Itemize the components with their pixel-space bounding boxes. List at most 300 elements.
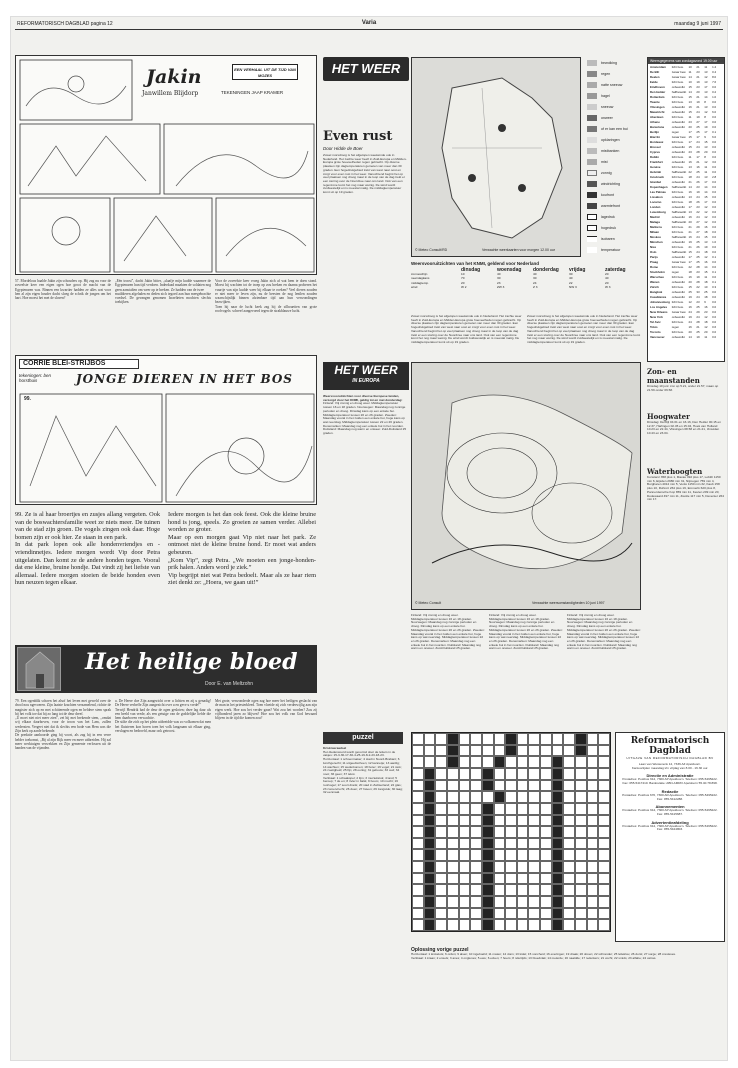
grid-cell[interactable] [435,826,447,838]
grid-cell[interactable] [505,919,517,931]
grid-cell[interactable] [459,884,471,896]
grid-cell[interactable] [494,803,506,815]
weer-headline: Even rust [323,129,393,144]
grid-cell[interactable] [470,896,482,908]
grid-cell[interactable] [540,861,552,873]
grid-cell[interactable] [494,768,506,780]
grid-cell[interactable] [563,803,575,815]
grid-cell[interactable] [552,861,564,873]
grid-cell[interactable] [552,849,564,861]
grid-cell[interactable] [563,861,575,873]
weather-table-row: Toronto licht bew. 20 25 20 0.0 [650,330,717,334]
grid-cell[interactable] [598,896,610,908]
grid-cell[interactable] [528,896,540,908]
grid-cell[interactable] [540,908,552,920]
grid-cell[interactable] [598,780,610,792]
grid-cell[interactable] [412,908,424,920]
grid-cell[interactable] [528,768,540,780]
grid-cell[interactable] [494,861,506,873]
grid-cell[interactable] [575,884,587,896]
grid-cell[interactable] [447,919,459,931]
grid-cell[interactable] [435,768,447,780]
grid-cell[interactable] [435,919,447,931]
grid-cell[interactable] [540,849,552,861]
grid-cell[interactable] [598,838,610,850]
grid-cell[interactable] [587,838,599,850]
grid-cell[interactable] [482,908,494,920]
grid-cell[interactable] [517,884,529,896]
grid-cell[interactable] [517,838,529,850]
grid-cell[interactable] [424,815,436,827]
grid-cell[interactable] [552,745,564,757]
grid-cell[interactable] [587,873,599,885]
grid-cell[interactable] [598,849,610,861]
grid-cell[interactable] [482,919,494,931]
grid-cell[interactable] [517,873,529,885]
grid-cell[interactable] [482,815,494,827]
grid-cell[interactable] [494,756,506,768]
grid-cell[interactable] [447,838,459,850]
grid-cell[interactable] [482,768,494,780]
grid-cell[interactable] [575,849,587,861]
grid-cell[interactable] [424,884,436,896]
grid-cell[interactable] [587,849,599,861]
grid-cell[interactable] [563,768,575,780]
grid-cell[interactable] [528,756,540,768]
grid-cell[interactable] [447,768,459,780]
corrie-drawer: tekeningen: ben horsthuis [19,373,52,383]
grid-cell[interactable] [575,838,587,850]
grid-cell[interactable] [517,815,529,827]
grid-cell[interactable] [563,896,575,908]
grid-cell[interactable] [563,838,575,850]
corrie-illustrations [16,356,317,505]
grid-cell[interactable] [528,908,540,920]
grid-cell[interactable] [412,756,424,768]
grid-cell[interactable] [447,791,459,803]
grid-cell[interactable] [435,803,447,815]
grid-cell[interactable] [435,791,447,803]
grid-cell[interactable] [470,733,482,745]
grid-cell[interactable] [528,873,540,885]
grid-cell[interactable] [540,838,552,850]
grid-cell[interactable] [505,745,517,757]
grid-cell[interactable] [598,873,610,885]
grid-cell[interactable] [552,791,564,803]
grid-cell[interactable] [505,826,517,838]
grid-cell[interactable] [528,745,540,757]
grid-cell[interactable] [528,803,540,815]
grid-cell[interactable] [575,803,587,815]
grid-cell[interactable] [587,908,599,920]
grid-cell[interactable] [598,803,610,815]
grid-cell[interactable] [598,815,610,827]
hoogwater-block [647,412,725,462]
grid-cell[interactable] [587,756,599,768]
grid-cell[interactable] [470,756,482,768]
grid-cell[interactable] [424,919,436,931]
grid-cell[interactable] [459,826,471,838]
grid-cell[interactable] [517,768,529,780]
grid-cell[interactable] [447,756,459,768]
grid-cell[interactable] [540,884,552,896]
grid-cell[interactable] [598,791,610,803]
grid-cell[interactable] [424,826,436,838]
grid-cell[interactable] [505,884,517,896]
grid-cell[interactable] [575,919,587,931]
grid-cell[interactable] [435,873,447,885]
grid-cell[interactable] [598,908,610,920]
grid-cell[interactable] [540,733,552,745]
grid-cell[interactable] [517,896,529,908]
grid-cell[interactable] [540,768,552,780]
grid-cell[interactable] [540,803,552,815]
grid-cell[interactable] [412,826,424,838]
grid-cell[interactable] [575,733,587,745]
grid-cell[interactable] [482,745,494,757]
grid-cell[interactable] [552,908,564,920]
grid-cell[interactable] [494,826,506,838]
grid-cell[interactable] [563,873,575,885]
grid-cell[interactable] [459,919,471,931]
grid-cell[interactable] [598,826,610,838]
grid-cell[interactable] [435,908,447,920]
grid-cell[interactable] [435,896,447,908]
grid-cell[interactable] [517,826,529,838]
grid-cell[interactable] [575,896,587,908]
grid-cell[interactable] [505,791,517,803]
grid-cell[interactable] [587,803,599,815]
grid-cell[interactable] [435,849,447,861]
grid-cell[interactable] [517,908,529,920]
grid-cell[interactable] [505,861,517,873]
grid-cell[interactable] [517,919,529,931]
grid-cell[interactable] [505,815,517,827]
grid-cell[interactable] [528,826,540,838]
grid-cell[interactable] [563,826,575,838]
grid-cell[interactable] [552,756,564,768]
grid-cell[interactable] [528,849,540,861]
grid-cell[interactable] [563,908,575,920]
grid-cell[interactable] [482,756,494,768]
grid-cell[interactable] [424,756,436,768]
grid-cell[interactable] [540,919,552,931]
grid-cell[interactable] [505,756,517,768]
grid-cell[interactable] [459,791,471,803]
grid-cell[interactable] [505,838,517,850]
grid-cell[interactable] [575,861,587,873]
grid-cell[interactable] [552,780,564,792]
grid-cell[interactable] [563,780,575,792]
grid-cell[interactable] [552,803,564,815]
grid-cell[interactable] [412,815,424,827]
grid-cell[interactable] [447,884,459,896]
grid-cell[interactable] [435,745,447,757]
grid-cell[interactable] [587,791,599,803]
grid-cell[interactable] [552,838,564,850]
grid-cell[interactable] [517,745,529,757]
grid-cell[interactable] [575,908,587,920]
grid-cell[interactable] [482,733,494,745]
grid-cell[interactable] [424,768,436,780]
grid-cell[interactable] [598,919,610,931]
grid-cell[interactable] [598,745,610,757]
grid-cell[interactable] [459,861,471,873]
grid-cell[interactable] [424,861,436,873]
grid-cell[interactable] [435,815,447,827]
grid-cell[interactable] [447,803,459,815]
grid-cell[interactable] [412,873,424,885]
grid-cell[interactable] [587,733,599,745]
grid-cell[interactable] [424,733,436,745]
grid-cell[interactable] [563,919,575,931]
grid-cell[interactable] [470,791,482,803]
grid-cell[interactable] [587,919,599,931]
weather-table-row: Lissabon onbewolkt 13 24 15 0.0 [650,195,717,199]
grid-cell[interactable] [505,780,517,792]
grid-cell[interactable] [563,815,575,827]
grid-cell[interactable] [552,826,564,838]
grid-cell[interactable] [575,745,587,757]
grid-cell[interactable] [598,768,610,780]
grid-cell[interactable] [470,815,482,827]
grid-cell[interactable] [505,733,517,745]
grid-cell[interactable] [447,849,459,861]
grid-cell[interactable] [598,733,610,745]
grid-cell[interactable] [482,791,494,803]
grid-cell[interactable] [459,780,471,792]
grid-cell[interactable] [412,849,424,861]
grid-cell[interactable] [459,803,471,815]
grid-cell[interactable] [552,919,564,931]
grid-cell[interactable] [435,780,447,792]
grid-cell[interactable] [412,791,424,803]
grid-cell[interactable] [563,756,575,768]
grid-cell[interactable] [482,873,494,885]
grid-cell[interactable] [412,919,424,931]
grid-cell[interactable] [494,733,506,745]
grid-cell[interactable] [517,780,529,792]
grid-cell[interactable] [424,896,436,908]
grid-cell[interactable] [563,884,575,896]
grid-cell[interactable] [505,896,517,908]
grid-cell[interactable] [587,826,599,838]
grid-cell[interactable] [517,733,529,745]
grid-cell[interactable] [470,919,482,931]
grid-cell[interactable] [528,884,540,896]
grid-cell[interactable] [459,756,471,768]
weather-table-row: Stockholm regen 18 23 15 0.1 [650,270,717,274]
grid-cell[interactable] [482,780,494,792]
grid-cell[interactable] [424,780,436,792]
grid-cell[interactable] [517,791,529,803]
grid-cell[interactable] [552,733,564,745]
grid-cell[interactable] [575,780,587,792]
grid-cell[interactable] [505,768,517,780]
grid-cell[interactable] [494,745,506,757]
grid-cell[interactable] [587,768,599,780]
grid-cell[interactable] [575,768,587,780]
grid-cell[interactable] [598,756,610,768]
grid-cell[interactable] [482,884,494,896]
grid-cell[interactable] [528,861,540,873]
grid-cell[interactable] [424,838,436,850]
grid-cell[interactable] [517,756,529,768]
grid-cell[interactable] [528,838,540,850]
grid-cell[interactable] [447,873,459,885]
grid-cell[interactable] [470,768,482,780]
grid-cell[interactable] [482,861,494,873]
grid-cell[interactable] [412,896,424,908]
grid-cell[interactable] [459,838,471,850]
grid-cell[interactable] [435,756,447,768]
weather-table [647,57,725,362]
grid-cell[interactable] [540,756,552,768]
grid-cell[interactable] [470,873,482,885]
grid-cell[interactable] [459,768,471,780]
grid-cell[interactable] [482,849,494,861]
grid-cell[interactable] [435,861,447,873]
grid-cell[interactable] [563,733,575,745]
grid-cell[interactable] [494,791,506,803]
grid-cell[interactable] [424,908,436,920]
grid-cell[interactable] [470,849,482,861]
grid-cell[interactable] [412,884,424,896]
grid-cell[interactable] [412,768,424,780]
grid-cell[interactable] [505,908,517,920]
grid-cell[interactable] [575,826,587,838]
grid-cell[interactable] [517,861,529,873]
bloed-banner [15,645,317,693]
grid-cell[interactable] [552,815,564,827]
grid-cell[interactable] [540,745,552,757]
grid-cell[interactable] [482,838,494,850]
grid-cell[interactable] [505,849,517,861]
corrie-text-col2: Iedere morgen is het dan ook feest. Ook die kleine bruine hond is jong, speels. Zo groeien ze samen verder. Allebei worden ze groter. Maar op een morgen gaat Vip niet naar het park. Ze ontmoet niet de kleine bruine hond. Er moet wat anders gebeuren. „Kom Vip”, zegt Petra. „We moeten een jonge-honden-prik halen. Anders word je ziek.” Vip begrijpt niet wat Petra bedoelt. Maar als ze haar riem ziet denkt ze: „Hoera, we gaan uit!” [168,511,316,587]
grid-cell[interactable] [540,826,552,838]
grid-cell[interactable] [528,919,540,931]
grid-cell[interactable] [587,815,599,827]
grid-cell[interactable] [424,849,436,861]
grid-cell[interactable] [598,861,610,873]
grid-cell[interactable] [447,733,459,745]
grid-cell[interactable] [470,861,482,873]
grid-cell[interactable] [447,826,459,838]
grid-cell[interactable] [494,838,506,850]
grid-cell[interactable] [494,896,506,908]
grid-cell[interactable] [459,849,471,861]
grid-cell[interactable] [470,884,482,896]
grid-cell[interactable] [435,838,447,850]
grid-cell[interactable] [494,815,506,827]
grid-cell[interactable] [552,873,564,885]
grid-cell[interactable] [447,861,459,873]
grid-cell[interactable] [494,849,506,861]
grid-cell[interactable] [494,908,506,920]
grid-cell[interactable] [447,815,459,827]
grid-cell[interactable] [470,826,482,838]
grid-cell[interactable] [563,745,575,757]
grid-cell[interactable] [424,745,436,757]
grid-cell[interactable] [587,896,599,908]
grid-cell[interactable] [412,745,424,757]
grid-cell[interactable] [412,803,424,815]
grid-cell[interactable] [494,873,506,885]
grid-cell[interactable] [540,896,552,908]
grid-cell[interactable] [587,861,599,873]
grid-cell[interactable] [505,873,517,885]
grid-cell[interactable] [598,884,610,896]
grid-cell[interactable] [459,745,471,757]
grid-cell[interactable] [528,791,540,803]
grid-cell[interactable] [540,780,552,792]
grid-cell[interactable] [563,849,575,861]
grid-cell[interactable] [470,745,482,757]
grid-cell[interactable] [447,780,459,792]
grid-cell[interactable] [470,908,482,920]
grid-cell[interactable] [447,896,459,908]
grid-cell[interactable] [459,815,471,827]
grid-cell[interactable] [494,919,506,931]
grid-cell[interactable] [459,908,471,920]
grid-cell[interactable] [412,861,424,873]
grid-cell[interactable] [575,756,587,768]
grid-cell[interactable] [412,838,424,850]
grid-cell[interactable] [470,780,482,792]
grid-cell[interactable] [575,791,587,803]
grid-cell[interactable] [494,884,506,896]
grid-cell[interactable] [575,815,587,827]
grid-cell[interactable] [435,733,447,745]
grid-cell[interactable] [447,908,459,920]
grid-cell[interactable] [435,884,447,896]
grid-cell[interactable] [575,873,587,885]
grid-cell[interactable] [459,873,471,885]
grid-cell[interactable] [587,745,599,757]
grid-cell[interactable] [424,791,436,803]
grid-cell[interactable] [587,780,599,792]
grid-cell[interactable] [505,803,517,815]
grid-cell[interactable] [528,733,540,745]
grid-cell[interactable] [412,733,424,745]
grid-cell[interactable] [563,791,575,803]
grid-cell[interactable] [517,803,529,815]
grid-cell[interactable] [540,791,552,803]
grid-cell[interactable] [552,768,564,780]
grid-cell[interactable] [412,780,424,792]
grid-cell[interactable] [517,849,529,861]
grid-cell[interactable] [424,803,436,815]
grid-cell[interactable] [552,896,564,908]
grid-cell[interactable] [482,826,494,838]
grid-cell[interactable] [470,838,482,850]
grid-cell[interactable] [482,803,494,815]
grid-cell[interactable] [447,745,459,757]
grid-cell[interactable] [459,896,471,908]
grid-cell[interactable] [470,803,482,815]
grid-cell[interactable] [459,733,471,745]
grid-cell[interactable] [528,780,540,792]
bloed-title: Het heilige bloed [85,649,298,675]
grid-cell[interactable] [424,873,436,885]
grid-cell[interactable] [540,815,552,827]
grid-cell[interactable] [587,884,599,896]
grid-cell[interactable] [494,780,506,792]
grid-cell[interactable] [482,896,494,908]
grid-cell[interactable] [552,884,564,896]
grid-cell[interactable] [540,873,552,885]
grid-cell[interactable] [528,815,540,827]
